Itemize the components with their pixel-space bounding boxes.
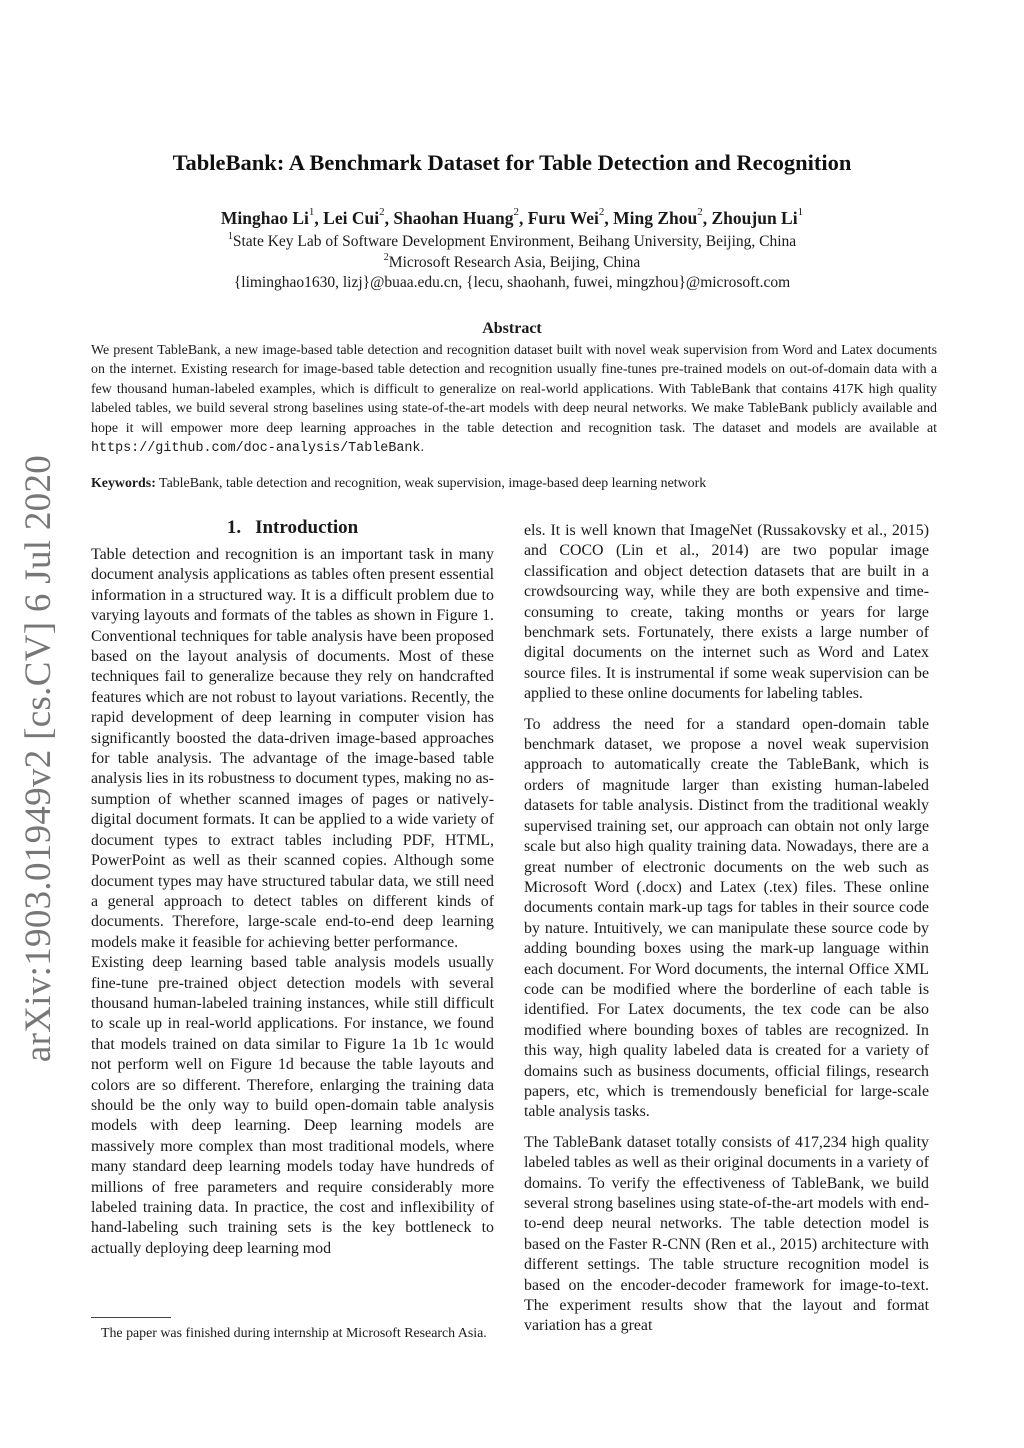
- paragraph: The TableBank dataset totally consists of 417,234 high quality labeled tables as well as their original documents in a variety of domains. To verify the effectiveness of TableBank, we build several strong baselines using state-of-the-art models with end-to-end deep neural networks. The table detection model is based on the Faster R-CNN (Ren et al., 2015) architecture with different settings. The table structure recognition model is based on the encoder-decoder framework for image-to-text. The experiment results show that the layout and format variation has a great: [524, 1133, 929, 1335]
- author-separator: ,: [702, 208, 712, 228]
- author-name: Shaohan Huang: [393, 208, 514, 228]
- keywords-label: Keywords:: [91, 476, 156, 491]
- affiliation-mark: 2: [383, 252, 389, 263]
- abstract-text: We present TableBank, a new image-based table detection and recognition dataset built with novel weak supervision from Word and Latex documents on the internet. Existing research for image-based table detection and recognition usually fine-tunes pre-trained models on out-of-domain data with a few thousand human-labeled examples, which is difficult to generalize on real-world applications. With TableBank that contains 417K high quality labeled tables, we build several strong baselines using state-of-the-art models with deep neural networks. We make TableBank publicly available and hope it will empower more deep learning approaches in the table detection and recognition task. The dataset and models are available at: [91, 343, 937, 436]
- author-affiliation-mark: 1: [308, 206, 315, 218]
- author-list: [0, 208, 1024, 229]
- abstract-heading: Abstract: [482, 320, 542, 337]
- author-name: Lei Cui: [323, 208, 380, 228]
- author-affiliation-mark: 2: [598, 206, 605, 218]
- author: [393, 208, 527, 228]
- affiliation-text: Microsoft Research Asia, Beijing, China: [388, 254, 641, 271]
- section-title: Introduction: [255, 517, 359, 538]
- keywords-text: TableBank, table detection and recognition, weak supervision, image-based deep learning network: [155, 476, 707, 491]
- affiliation-2: [0, 254, 1024, 272]
- affiliation-text: State Key Lab of Software Development Environment, Beihang University, Beijing, China: [232, 233, 797, 250]
- abstract-end: .: [420, 440, 424, 456]
- affiliation-mark: 1: [227, 231, 233, 242]
- keywords: [91, 474, 937, 493]
- author-name: Ming Zhou: [613, 208, 698, 228]
- paragraph: Existing deep learning based table analysis models usually fine-tune pre-trained object detection models with several thousand human-labeled training instances, while still difficult to scale up in real-world applications. For instance, we found that models trained on data similar to Figure 1a 1b 1c would not perform well on Figure 1d because the table layouts and colors are so different. Therefore, enlarging the training data should be the only way to build open-domain table analysis models with deep learning. Deep learning models are massively more complex than most traditional models, where many standard deep learning models today have hundreds of millions of free parameters and require considerably more labeled training data. In practice, the cost and inflexibility of hand-labeling such training sets is the key bottleneck to actually deploying deep learning mod: [91, 954, 494, 1257]
- right-column: [524, 521, 929, 1337]
- arxiv-identifier-text: arXiv:1903.01949v2 [cs.CV] 6 Jul 2020: [18, 454, 60, 1062]
- left-column: [91, 545, 494, 1259]
- arxiv-identifier: [4, 454, 74, 1062]
- author: [712, 208, 804, 228]
- author-separator: ,: [314, 208, 324, 228]
- paper-title: TableBank: A Benchmark Dataset for Table Detection and Recognition: [172, 150, 852, 175]
- author-separator: ,: [604, 208, 614, 228]
- author: [528, 208, 613, 228]
- repository-link[interactable]: https://github.com/doc-analysis/TableBank: [91, 441, 421, 457]
- author-name: Furu Wei: [527, 208, 599, 228]
- section-heading: [91, 517, 494, 539]
- author: [613, 208, 711, 228]
- paragraph: Table detection and recognition is an important task in many document analysis applications as tables often present essential information in a structured way. It is a difficult problem due to varying layouts and formats of the tables as shown in Figure 1. Conventional techniques for table analysis have been proposed based on the layout analysis of documents. Most of these techniques fail to generalize because they rely on handcrafted features which are not robust to layout variations. Recently, the rapid development of deep learning in computer vision has significantly boosted the data-driven image-based approaches for table analysis. The advantage of the image-based table analysis lies in its robustness to document types, making no assumption of whether scanned images of pages or natively-digital document formats. It can be applied to a wide variety of document types to extract tables including PDF, HTML, PowerPoint as well as their scanned copies. Although some document types may have structured tabular data, we still need a general approach to detect tables on different kinds of documents. Therefore, large-scale end-to-end deep learning models make it feasible for achieving better performance.: [91, 546, 494, 951]
- paragraph: To address the need for a standard open-domain table benchmark dataset, we propose a novel weak supervision approach to automatically create the TableBank, which is orders of magnitude larger than existing human-labeled datasets for table analysis. Distinct from the traditional weakly supervised training set, our approach can obtain not only large scale but also high quality training data. Nowadays, there are a great number of electronic documents on the web such as Microsoft Word (.docx) and Latex (.tex) files. These online documents contain mark-up tags for tables in their source code by nature. Intuitively, we can manipulate these source code by adding bounding boxes using the mark-up language within each document. For Word documents, the internal Office XML code can be modified where the borderline of each table is identified. For Latex documents, the tex code can be also modified where bounding boxes of tables are recognized. In this way, high quality labeled data is created for a variety of domains such as business documents, official filings, research papers, etc, which is tremendously beneficial for large-scale table analysis tasks.: [524, 715, 929, 1121]
- author: [221, 208, 323, 228]
- footnote: The paper was finished during internship at Microsoft Research Asia.: [101, 1326, 487, 1341]
- paragraph: els. It is well known that ImageNet (Russakovsky et al., 2015) and COCO (Lin et al., 2014) are two popular image classification and object detection datasets that are built in a crowdsourcing way, while they are both expensive and time-consuming to create, taking months or years for large benchmark sets. Fortunately, there exists a large number of digital documents on the internet such as Word and Latex source files. It is instrumental if some weak supervision can be applied to these online documents for labeling tables.: [524, 522, 929, 703]
- author-emails: {liminghao1630, lizj}@buaa.edu.cn, {lecu, shaohanh, fuwei, mingzhou}@microsoft.com: [233, 274, 791, 291]
- affiliation-1: [0, 233, 1024, 251]
- author: [323, 208, 393, 228]
- author-affiliation-mark: 2: [513, 206, 519, 218]
- author-affiliation-mark: 2: [697, 206, 703, 218]
- author-name: Minghao Li: [220, 208, 309, 228]
- author-separator: ,: [384, 208, 394, 228]
- author-affiliation-mark: 1: [797, 206, 804, 218]
- footnote-rule: [91, 1317, 171, 1318]
- author-separator: ,: [518, 208, 528, 228]
- author-affiliation-mark: 2: [379, 206, 385, 218]
- abstract-body: [91, 341, 937, 458]
- section-number: 1.: [226, 517, 242, 538]
- author-name: Zhoujun Li: [711, 208, 798, 228]
